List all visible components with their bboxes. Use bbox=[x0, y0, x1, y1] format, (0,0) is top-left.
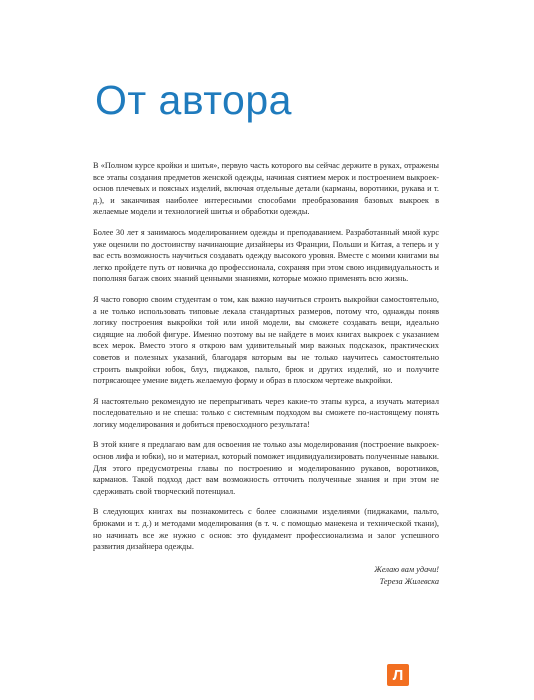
closing-wish: Желаю вам удачи! bbox=[374, 565, 439, 574]
logo-letter: Л bbox=[392, 666, 404, 684]
paragraph: Я часто говорю своим студентам о том, как важно научиться строить выкройки самостоятельно, а не только использовать типовые лекала стандартных размеров, потому что, однажды поняв логику построения выкройки той или иной модели, вы сможете создавать вещи, идеально сидящие на любой фигуре. Именно поэтому вы не найдете в моих книгах выкроек с указанием всех мерок. Вместо этого я открою вам удивительный мир важных подсказок, практических советов и полезных указаний, благодаря которым вы не только научитесь самостоятельно строить выкройки юбок, блуз, пиджаков, пальто, брюк и других изделий, но и получите потрясающее умение видеть желаемую форму и образ в плоском чертеже выкройки. bbox=[93, 294, 439, 386]
author-name: Тереза Жилевска bbox=[379, 577, 439, 586]
body-text bbox=[93, 160, 439, 562]
paragraph: В следующих книгах вы познакомитесь с более сложными изделиями (пиджаками, пальто, брюками и т. д.) и методами моделирования (в т. ч. с помощью манекена и технической ткани), но начинать все же нужно с основ: это фундамент профессионализма и залог успешного развития дизайнера одежды. bbox=[93, 507, 439, 552]
page-title: От автора bbox=[95, 77, 292, 123]
paragraph: В этой книге я предлагаю вам для освоения не только азы моделирования (построение выкроек-основ лифа и юбки), но и материал, который поможет индивидуализировать полученные навыки. Для этого предусмотрены главы по построению и моделированию рукавов, воротников, карманов. Такой подход даст вам возможность отточить полученные знания и при этом не сдерживать свой творческий потенциал. bbox=[93, 440, 439, 496]
publisher-logo-icon bbox=[387, 664, 409, 686]
paragraph: Более 30 лет я занимаюсь моделированием одежды и преподаванием. Разработанный мной курс уже оценили по достоинству начинающие дизайнеры из Франции, Польши и Китая, а теперь и у вас есть возможность научиться создавать одежду высокого уровня. Вместе с моими книгами вы легко пройдете путь от новичка до профессионала, сохраняя при этом свою индивидуальность и пополняя багаж своих знаний ценными знаниями, которые можно применять всю жизнь. bbox=[93, 227, 439, 284]
paragraph: В «Полном курсе кройки и шитья», первую часть которого вы сейчас держите в руках, отражены все этапы создания предметов женской одежды, начиная снятием мерок и построением выкроек-основ плечевых и поясных изделий, включая отдельные детали (карманы, воротники, рукава и т. д.), и заканчивая наиболее интересными способами преобразования базовых выкроек в желаемые модели и технологией шитья и обработки одежды. bbox=[93, 161, 439, 217]
signature-block bbox=[374, 564, 439, 588]
paragraph: Я настоятельно рекомендую не перепрыгивать через какие-то этапы курса, а изучать материал последовательно и не спеша: только с системным подходом вы сможете по-настоящему понять логику моделирования и добиться превосходного результата! bbox=[93, 396, 439, 429]
